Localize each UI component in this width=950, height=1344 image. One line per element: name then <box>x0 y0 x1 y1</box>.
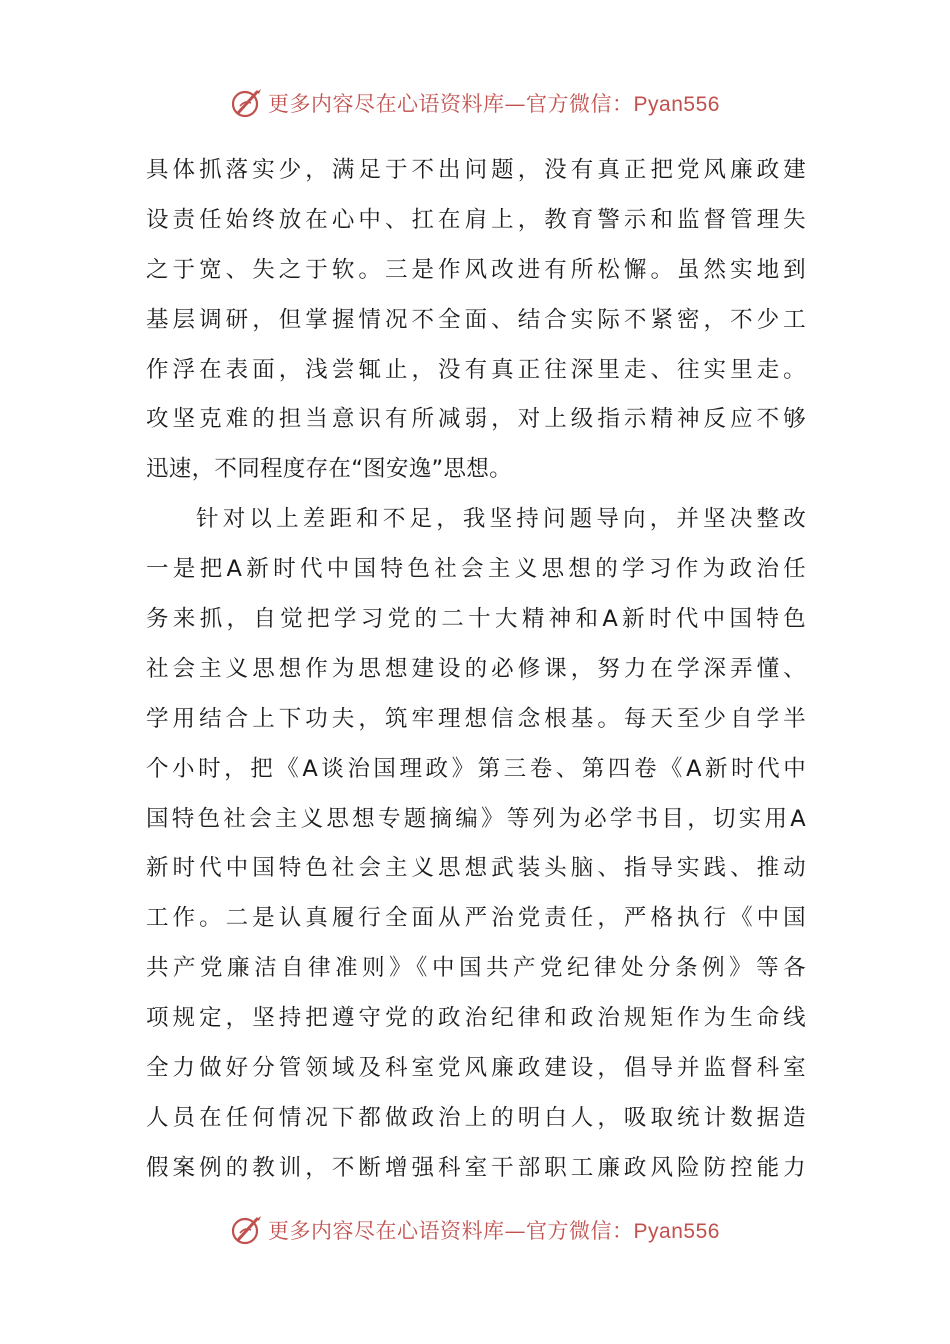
body-line-1: 具体抓落实少，满足于不出问题，没有真正把党风廉政建 <box>146 157 806 183</box>
body-line-10: 务来抓，自觉把学习党的二十大精神和A新时代中国特色 <box>146 606 806 633</box>
document-body <box>146 146 806 1194</box>
body-line-17: 共产党廉洁自律准则》《中国共产党纪律处分条例》等各 <box>146 955 806 982</box>
body-line-3: 之于宽、失之于软。三是作风改进有所松懈。虽然实地到 <box>146 256 806 283</box>
body-line-11: 社会主义思想作为思想建设的必修课，努力在学深弄懂、 <box>146 655 806 682</box>
body-line-13: 个小时，把《A谈治国理政》第三卷、第四卷《A新时代中 <box>146 755 806 782</box>
body-line-4: 基层调研，但掌握情况不全面、结合实际不紧密，不少工 <box>146 306 806 333</box>
body-line-5: 作浮在表面，浅尝辄止，没有真正往深里走、往实里走。 <box>146 356 806 383</box>
body-line-14: 国特色社会主义思想专题摘编》等列为必学书目，切实用A <box>146 805 806 832</box>
body-line-16: 工作。二是认真履行全面从严治党责任，严格执行《中国 <box>146 905 806 932</box>
body-line-2: 设责任始终放在心中、扛在肩上，教育警示和监督管理失 <box>146 206 806 233</box>
header-wechat-id: Pyan556 <box>633 93 720 116</box>
header-banner-text: 更多内容尽在心语资料库—官方微信：Pyan556 <box>268 92 720 116</box>
body-line-20: 人员在任何情况下都做政治上的明白人，吸取统计数据造 <box>146 1104 806 1131</box>
pen-logo-icon <box>230 1213 264 1247</box>
body-line-8: 针对以上差距和不足，我坚持问题导向，并坚决整改 <box>196 506 806 533</box>
pen-logo-icon <box>230 86 264 120</box>
footer-watermark-banner <box>0 1210 950 1250</box>
body-line-19: 全力做好分管领域及科室党风廉政建设，倡导并监督科室 <box>146 1055 806 1082</box>
body-line-15: 新时代中国特色社会主义思想武装头脑、指导实践、推动 <box>146 855 806 882</box>
body-line-6: 攻坚克难的担当意识有所减弱，对上级指示精神反应不够 <box>146 406 806 433</box>
body-line-7: 迅速，不同程度存在“图安逸”思想。 <box>146 456 512 483</box>
body-line-12: 学用结合上下功夫，筑牢理想信念根基。每天至少自学半 <box>146 705 806 732</box>
footer-wechat-id: Pyan556 <box>633 1220 720 1243</box>
footer-banner-text: 更多内容尽在心语资料库—官方微信：Pyan556 <box>268 1219 720 1243</box>
header-watermark-banner <box>0 83 950 123</box>
body-line-21: 假案例的教训，不断增强科室干部职工廉政风险防控能力 <box>146 1154 806 1181</box>
body-line-9: 一是把A新时代中国特色社会主义思想的学习作为政治任 <box>146 556 806 583</box>
body-line-18: 项规定，坚持把遵守党的政治纪律和政治规矩作为生命线 <box>146 1005 806 1032</box>
